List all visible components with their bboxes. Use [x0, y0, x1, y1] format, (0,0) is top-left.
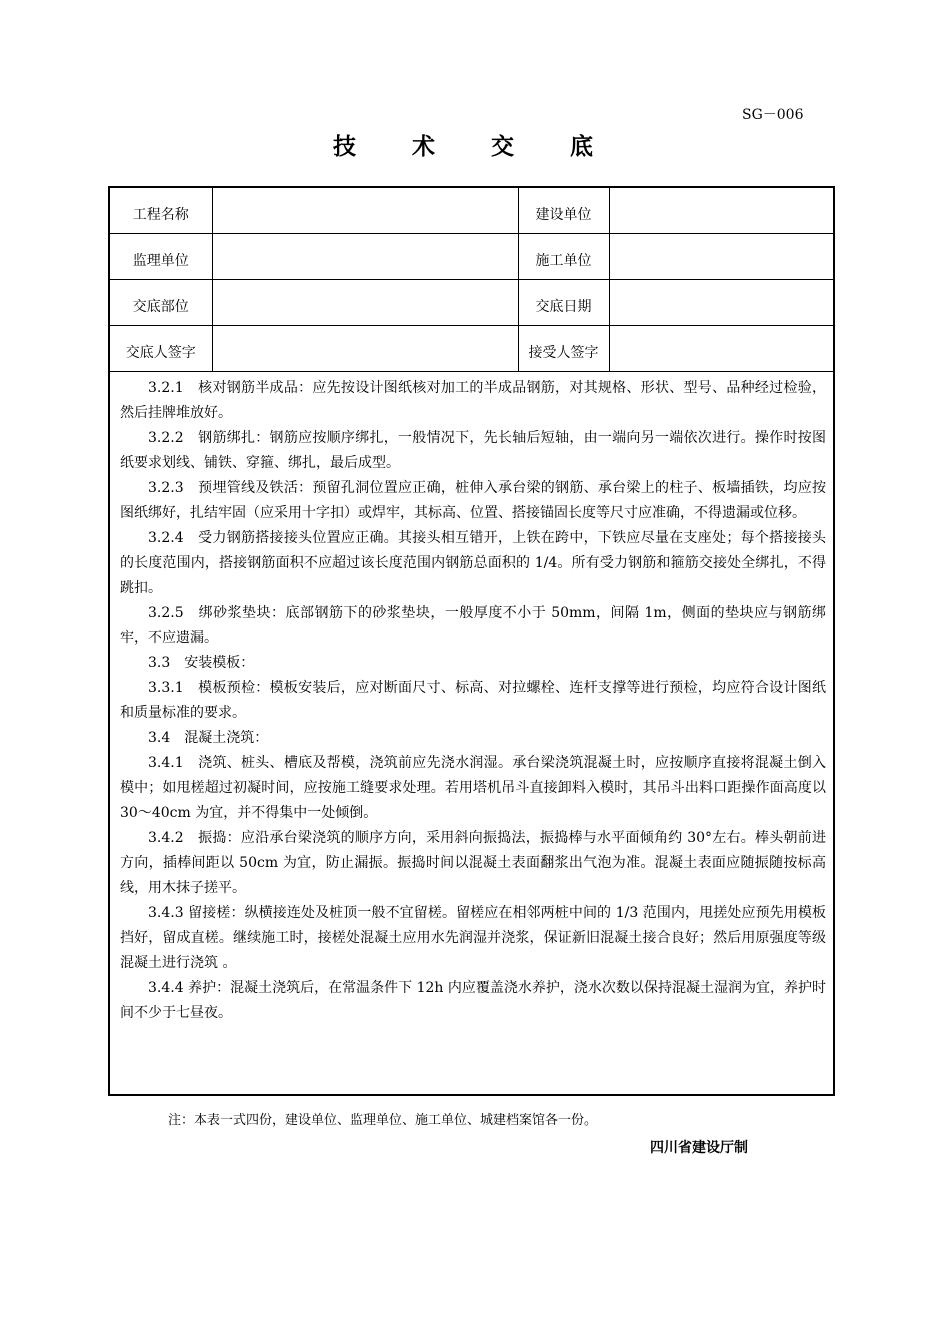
paragraph: 3.2.5 绑砂浆垫块：底部钢筋下的砂浆垫块，一般厚度不小于 50mm，间隔 1m，侧面的垫块应与钢筋绑牢，不应遗漏。 [120, 605, 826, 646]
disclosure-form [108, 186, 835, 1096]
supervisor-unit-label: 监理单位 [110, 234, 212, 280]
project-name-label: 工程名称 [110, 188, 212, 234]
paragraph: 3.2.3 预埋管线及铁活：预留孔洞位置应正确，桩伸入承台梁的钢筋、承台梁上的柱子、板墙插铁，均应按图纸绑好，扎结牢固（应采用十字扣）或焊牢，其标高、位置、搭接锚固长度等尺寸应准确，不得遗漏或位移。 [120, 480, 826, 521]
paragraph: 3.2.1 核对钢筋半成品：应先按设计图纸核对加工的半成品钢筋，对其规格、形状、型号、品种经过检验，然后挂牌堆放好。 [120, 380, 826, 421]
paragraph: 3.3 安装模板： [148, 655, 255, 671]
discloser-signature-field[interactable] [212, 326, 518, 372]
paragraph: 3.3.1 模板预检：模板安装后，应对断面尺寸、标高、对拉螺栓、连杆支撑等进行预检，均应符合设计图纸和质量标准的要求。 [120, 680, 826, 721]
footer-note: 注：本表一式四份，建设单位、监理单位、施工单位、城建档案馆各一份。 [168, 1113, 598, 1128]
issuer-mark: 四川省建设厅制 [650, 1140, 748, 1156]
disclosure-part-field[interactable] [212, 280, 518, 326]
discloser-signature-label: 交底人签字 [110, 326, 212, 372]
document-title: 技 术 交 底 [332, 134, 618, 160]
supervisor-unit-field[interactable] [212, 234, 518, 280]
construction-unit-field[interactable] [609, 234, 833, 280]
disclosure-part-label: 交底部位 [110, 280, 212, 326]
builder-unit-label: 建设单位 [518, 188, 609, 234]
header-row [110, 326, 833, 372]
receiver-signature-label: 接受人签字 [518, 326, 609, 372]
header-row [110, 280, 833, 326]
paragraph: 3.4.3 留接槎：纵横接连处及桩顶一般不宜留槎。留槎应在相邻两桩中间的 1/3 范围内，甩搓处应预先用模板挡好，留成直槎。继续施工时，接槎处混凝土应用水先润湿并浇浆，保证新旧混凝土接合良好；然后用原强度等级混凝土进行浇筑 。 [120, 905, 826, 971]
disclosure-date-label: 交底日期 [518, 280, 609, 326]
header-row [110, 234, 833, 280]
disclosure-date-field[interactable] [609, 280, 833, 326]
header-table [110, 188, 833, 372]
paragraph: 3.4 混凝土浇筑： [148, 730, 269, 746]
paragraph: 3.2.2 钢筋绑扎：钢筋应按顺序绑扎，一般情况下，先长轴后短轴，由一端向另一端依次进行。操作时按图纸要求划线、铺铁、穿箍、绑扎，最后成型。 [120, 430, 826, 471]
builder-unit-field[interactable] [609, 188, 833, 234]
document-code: SG－006 [742, 107, 804, 123]
paragraph: 3.2.4 受力钢筋搭接接头位置应正确。其接头相互错开，上铁在跨中，下铁应尽量在支座处；每个搭接接头的长度范围内，搭接钢筋面积不应超过该长度范围内钢筋总面积的 1/4。所有受力钢筋和箍筋交接处全绑扎，不得跳扣。 [120, 530, 826, 596]
disclosure-content [110, 372, 833, 1026]
receiver-signature-field[interactable] [609, 326, 833, 372]
project-name-field[interactable] [212, 188, 518, 234]
paragraph: 3.4.4 养护：混凝土浇筑后，在常温条件下 12h 内应覆盖浇水养护，浇水次数以保持混凝土湿润为宜，养护时间不少于七昼夜。 [120, 980, 826, 1021]
construction-unit-label: 施工单位 [518, 234, 609, 280]
paragraph: 3.4.1 浇筑、桩头、槽底及帮模，浇筑前应先浇水润湿。承台梁浇筑混凝土时，应按顺序直接将混凝土倒入模中；如甩槎超过初凝时间，应按施工缝要求处理。若用塔机吊斗直接卸料入模时，其吊斗出料口距操作面高度以 30～40cm 为宜，并不得集中一处倾倒。 [120, 755, 826, 821]
header-row [110, 188, 833, 234]
paragraph: 3.4.2 振捣：应沿承台梁浇筑的顺序方向，采用斜向振捣法，振捣棒与水平面倾角约 30°左右。棒头朝前进方向，插棒间距以 50cm 为宜，防止漏振。振捣时间以混凝土表面翻浆出气泡为准。混凝土表面应随振随按标高线，用木抹子搓平。 [120, 830, 826, 896]
